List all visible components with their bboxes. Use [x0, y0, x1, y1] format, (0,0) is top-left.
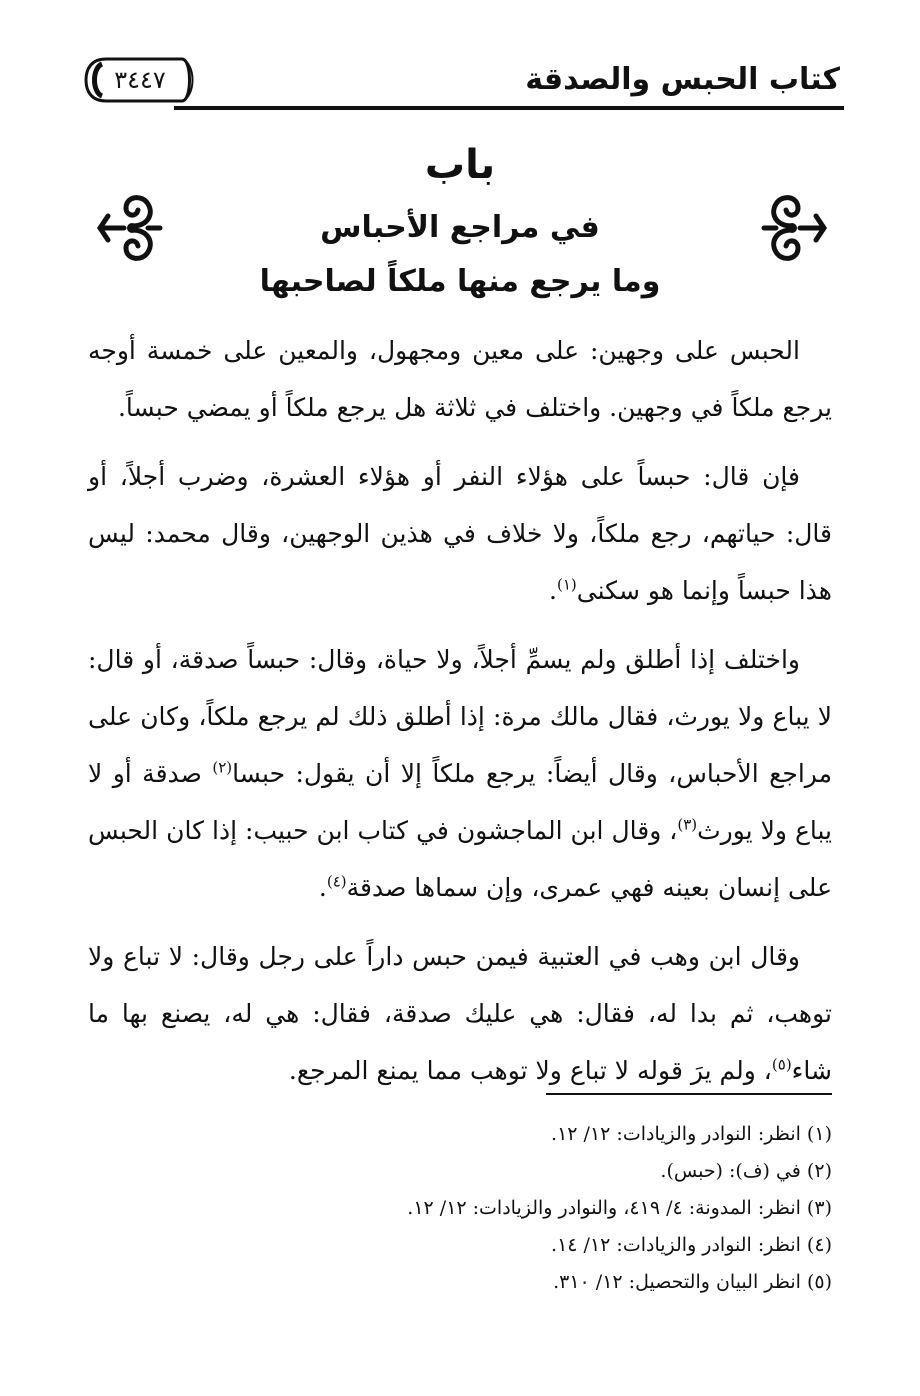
chapter-title-line1: في مراجع الأحباس [320, 210, 600, 245]
arabesque-ornament-icon [96, 186, 168, 270]
footnote-item: (٣) انظر: المدونة: ٤/ ٤١٩، والنوادر والزيادات: ١٢/ ١٢. [407, 1197, 832, 1219]
page-number: ٣٤٤٧ [114, 66, 166, 94]
arabesque-ornament-icon [756, 186, 828, 270]
paragraph-text: ، وقال ابن الماجشون في كتاب ابن حبيب: إذا كان الحبس على إنسان بعينه فهي عمرى، وإن سماها صدقة [88, 816, 832, 902]
main-text [88, 322, 832, 1111]
paragraph-text: . [318, 873, 327, 902]
paragraph-text: ، ولم يرَ قوله لا تباع ولا توهب مما يمنع المرجع. [288, 1056, 772, 1085]
footnotes [88, 1116, 832, 1301]
paragraph-text: واختلف إذا أطلق ولم يسمِّ أجلاً، ولا حياة، وقال: حبساً صدقة، أو قال: لا يباع ولا يورث، فقال مالك مرة: إذا أطلق ذلك لم يرجع ملكاً، وكان على مراجع الأحباس، وقال أيضاً: يرجع ملكاً إلا أن يقول: حبسا [88, 645, 832, 788]
footnote-separator [546, 1093, 832, 1095]
paragraph-text: . [549, 576, 557, 605]
paragraph-1 [88, 322, 832, 436]
header-rule [174, 106, 844, 110]
footnote-ref-5: (٥) [771, 1055, 792, 1074]
footnote-ref-1: (١) [556, 575, 577, 594]
footnote-ref-3: (٣) [677, 815, 698, 834]
book-title: كتاب الحبس والصدقة [525, 62, 840, 97]
footnote-item: (٢) في (ف): (حبس). [660, 1160, 832, 1182]
paragraph-text: فإن قال: حبساً على هؤلاء النفر أو هؤلاء العشرة، وضرب أجلاً، أو قال: حياتهم، رجع ملكاً، ولا خلاف في هذين الوجهين، وقال محمد: ليس هذا حبساً وإنما هو سكنى [88, 462, 832, 605]
chapter-label: باب [424, 142, 496, 188]
page-number-badge [84, 56, 194, 104]
paragraph-2 [88, 448, 832, 619]
footnote-item: (١) انظر: النوادر والزيادات: ١٢/ ١٢. [551, 1123, 832, 1145]
footnote-ref-4: (٤) [326, 872, 347, 891]
paragraph-text: وقال ابن وهب في العتبية فيمن حبس داراً على رجل وقال: لا تباع ولا توهب، ثم بدا له، فقال: هي عليك صدقة، فقال: هي له، يصنع بها ما شاء [88, 942, 832, 1085]
footnote-ref-2: (٢) [212, 758, 233, 777]
footnote-item: (٥) انظر البيان والتحصيل: ١٢/ ٣١٠. [553, 1271, 832, 1293]
footnote-item: (٤) انظر: النوادر والزيادات: ١٢/ ١٤. [551, 1234, 832, 1256]
chapter-title-line2: وما يرجع منها ملكاً لصاحبها [259, 264, 661, 299]
running-header [84, 50, 844, 110]
paragraph-3 [88, 631, 832, 916]
paragraph-4 [88, 928, 832, 1099]
paragraph-text: الحبس على وجهين: على معين ومجهول، والمعين على خمسة أوجه يرجع ملكاً في وجهين. واختلف في ثلاثة هل يرجع ملكاً أو يمضي حبساً. [88, 336, 832, 422]
paragraph-text: صدقة أو لا يباع ولا يورث [88, 759, 832, 845]
